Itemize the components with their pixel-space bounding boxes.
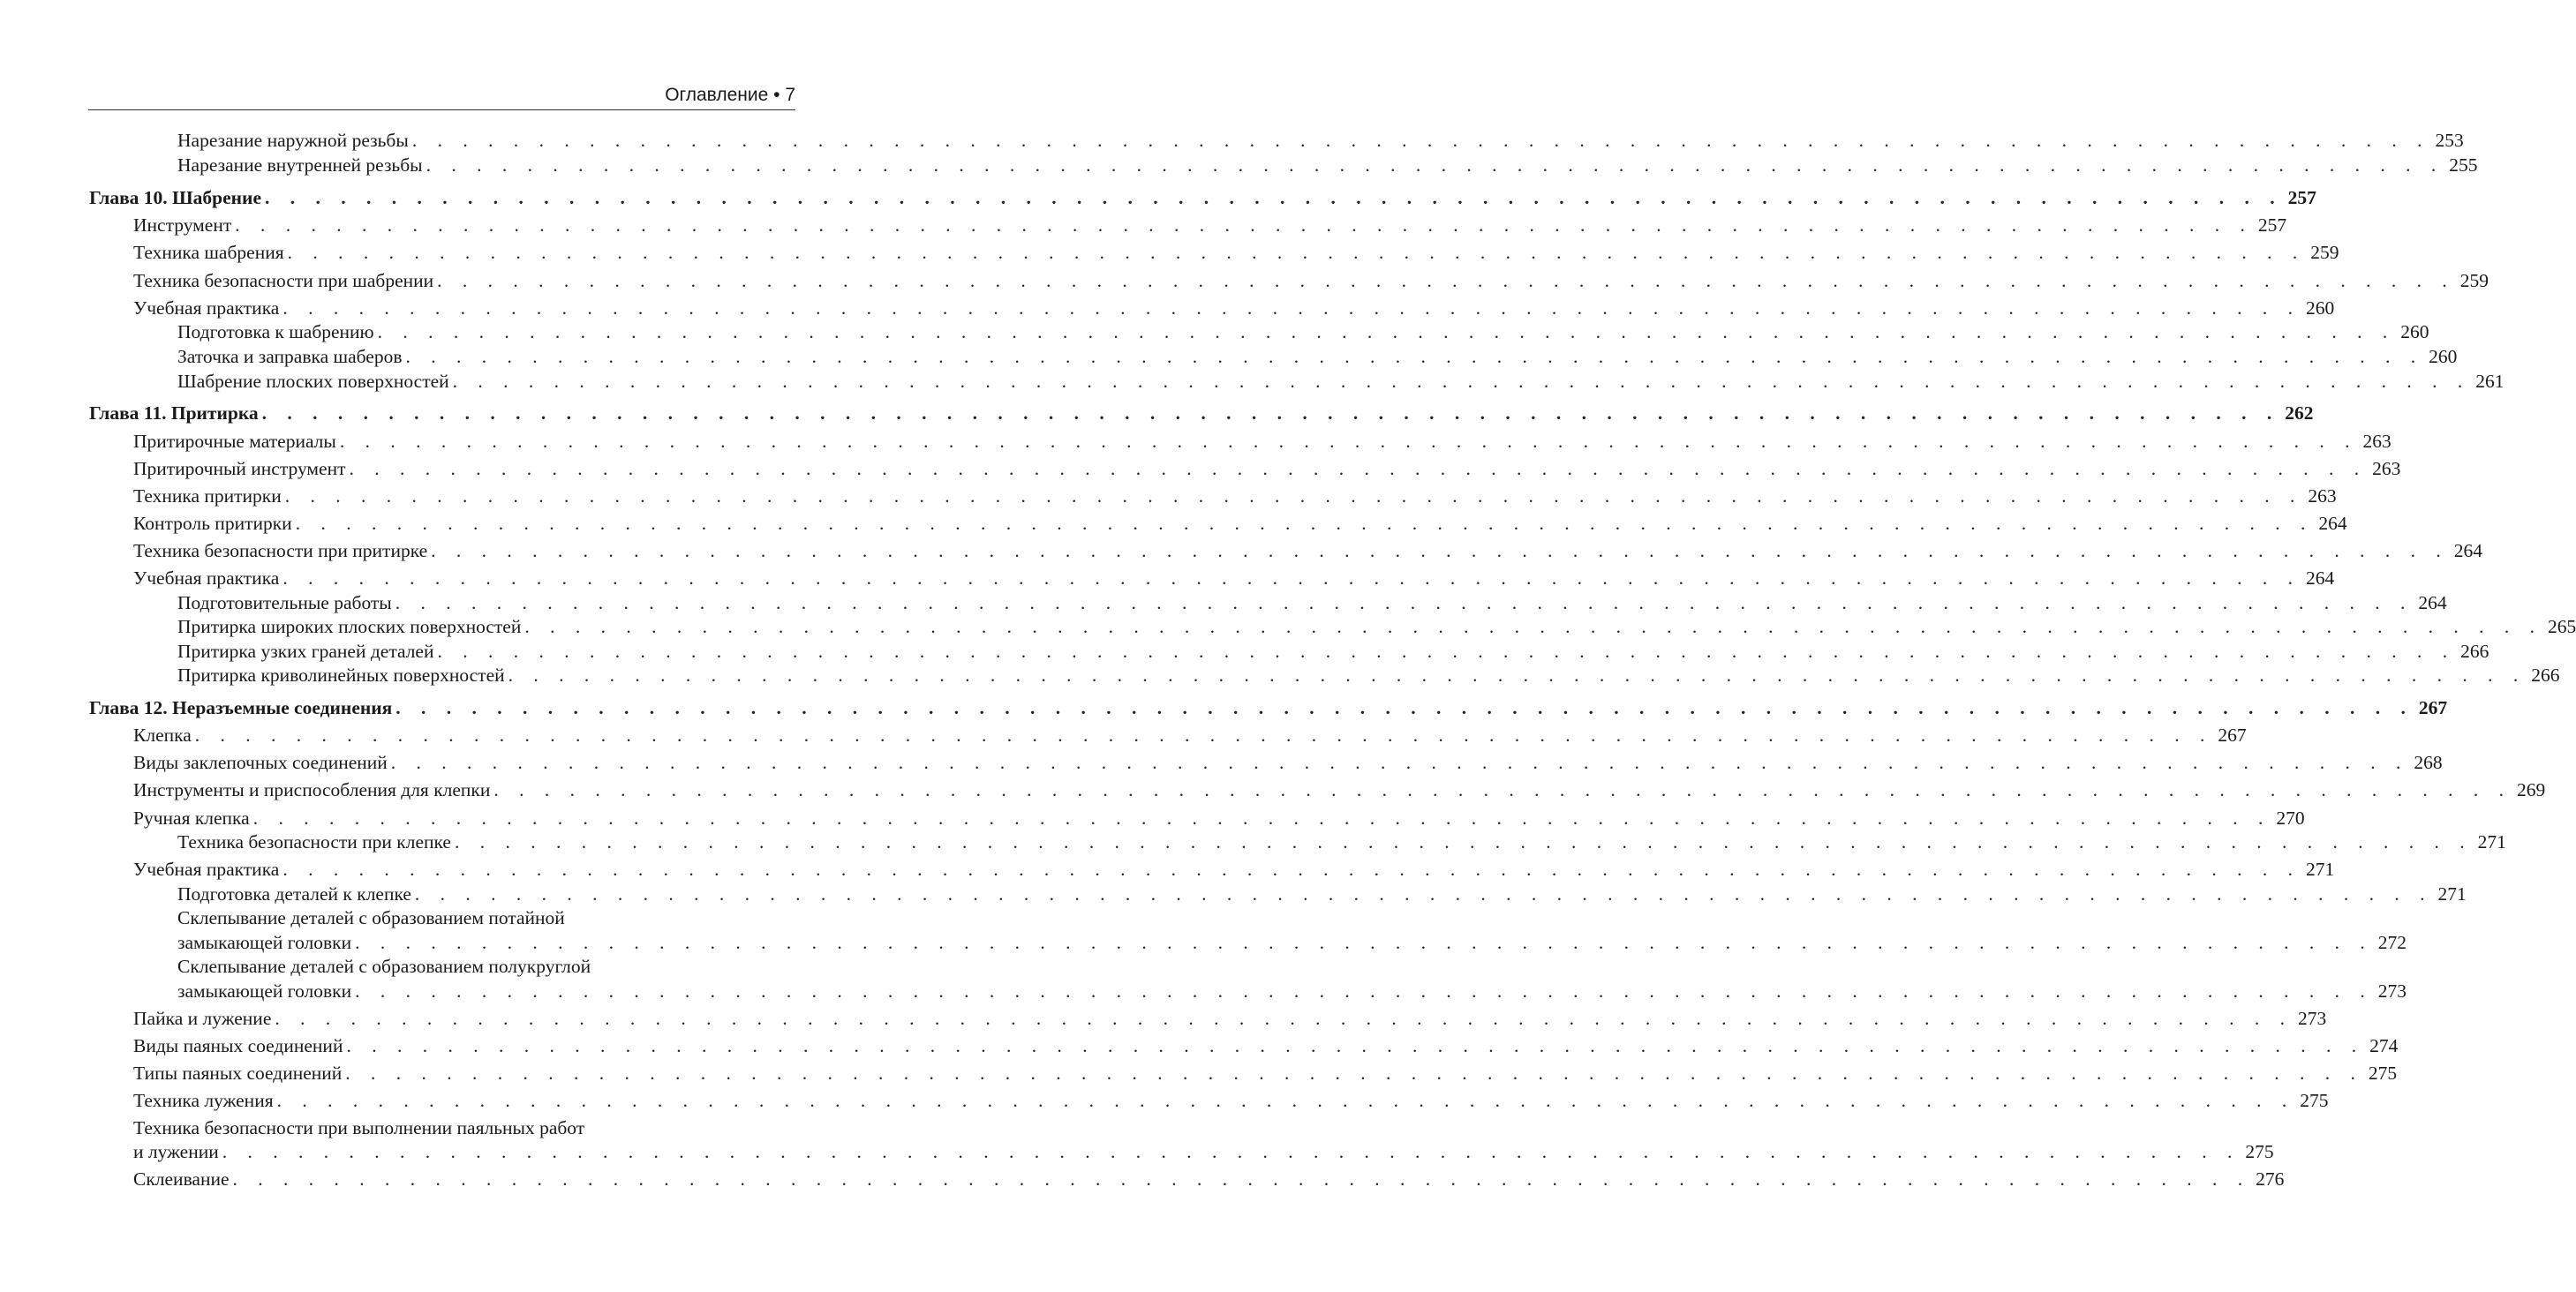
dot-leader: . . . . . . . . . . . . . . . . . . . . . . . . . . . . . . . . . . . . . . . . . . . . . . . . . . . . . . . . . . . . . . . . . . . . . . . . . . . . . . . . — [261, 402, 2280, 424]
toc-page-number: 268 — [2414, 752, 2443, 773]
toc-entry-title: Глава 10. Шабрение — [89, 186, 265, 210]
toc-entry-title: Виды паяных соединений — [133, 1034, 346, 1058]
toc-entry-title: Притирка узких граней деталей — [177, 640, 437, 664]
toc-entry-title: Учебная практика — [133, 858, 282, 882]
dot-leader: . . . . . . . . . . . . . . . . . . . . . . . . . . . . . . . . . . . . . . . . . . . . . . . . . . . . . . . . . . . . . . . . . . . . . . . . . . . . . . . . — [345, 1063, 2363, 1084]
toc-entry-title: Клепка — [133, 724, 195, 747]
dot-leader: . . . . . . . . . . . . . . . . . . . . . . . . . . . . . . . . . . . . . . . . . . . . . . . . . . . . . . . . . . . . . . . . . . . . . . . . . . . . . . . . — [355, 980, 2373, 1002]
toc-page-number: 262 — [2285, 402, 2314, 424]
toc-entry-title: Глава 12. Неразъемные соединения — [89, 696, 395, 720]
dot-leader: . . . . . . . . . . . . . . . . . . . . . . . . . . . . . . . . . . . . . . . . . . . . . . . . . . . . . . . . . . . . . . . . . . . . . . . . . . . . . . . . — [452, 371, 2471, 392]
toc-entry-title: Инструмент — [133, 214, 235, 237]
toc-entry-title: Пайка и лужение — [133, 1007, 275, 1031]
dot-leader: . . . . . . . . . . . . . . . . . . . . . . . . . . . . . . . . . . . . . . . . . . . . . . . . . . . . . . . . . . . . . . . . . . . . . . . . . . . . . . . . — [411, 130, 2430, 151]
dot-leader: . . . . . . . . . . . . . . . . . . . . . . . . . . . . . . . . . . . . . . . . . . . . . . . . . . . . . . . . . . . . . . . . . . . . . . . . . . . . . . . . — [493, 779, 2512, 800]
toc-page-number: 266 — [2531, 665, 2560, 686]
dot-leader: . . . . . . . . . . . . . . . . . . . . . . . . . . . . . . . . . . . . . . . . . . . . . . . . . . . . . . . . . . . . . . . . . . . . . . . . . . . . . . . . — [437, 641, 2456, 662]
toc-entry-title: Техника безопасности при клепке — [177, 830, 455, 854]
dot-leader: . . . . . . . . . . . . . . . . . . . . . . . . . . . . . . . . . . . . . . . . . . . . . . . . . . . . . . . . . . . . . . . . . . . . . . . . . . . . . . . . — [390, 752, 2409, 773]
toc-page-number: 263 — [2372, 458, 2401, 479]
dot-leader: . . . . . . . . . . . . . . . . . . . . . . . . . . . . . . . . . . . . . . . . . . . . . . . . . . . . . . . . . . . . . . . . . . . . . . . . . . . . . . . . — [355, 932, 2373, 953]
toc-page-number: 253 — [2435, 130, 2464, 151]
toc-page-number: 263 — [2362, 431, 2391, 452]
dot-leader: . . . . . . . . . . . . . . . . . . . . . . . . . . . . . . . . . . . . . . . . . . . . . . . . . . . . . . . . . . . . . . . . . . . . . . . . . . . . . . . . — [414, 883, 2433, 905]
toc-entry-title: Техника шабрения — [133, 241, 288, 265]
dot-leader: . . . . . . . . . . . . . . . . . . . . . . . . . . . . . . . . . . . . . . . . . . . . . . . . . . . . . . . . . . . . . . . . . . . . . . . . . . . . . . . . — [276, 1090, 2295, 1111]
toc-page-number: 270 — [2276, 808, 2305, 829]
dot-leader: . . . . . . . . . . . . . . . . . . . . . . . . . . . . . . . . . . . . . . . . . . . . . . . . . . . . . . . . . . . . . . . . . . . . . . . . . . . . . . . . — [377, 321, 2396, 342]
toc-page-number: 264 — [2418, 592, 2447, 613]
dot-leader: . . . . . . . . . . . . . . . . . . . . . . . . . . . . . . . . . . . . . . . . . . . . . . . . . . . . . . . . . . . . . . . . . . . . . . . . . . . . . . . . — [339, 431, 2358, 452]
toc-entry-title: Подготовка к шабрению — [177, 320, 378, 344]
running-head: Оглавление • 7 — [88, 83, 795, 110]
toc-page-number: 255 — [2449, 154, 2478, 176]
toc-page-number: 275 — [2300, 1090, 2329, 1111]
toc-entry-title: Склепывание деталей с образованием потайной — [177, 907, 565, 928]
toc-entry-title: Притирка криволинейных поверхностей — [177, 664, 508, 687]
toc-entry-title: Инструменты и приспособления для клепки — [133, 778, 493, 802]
toc-page-number: 266 — [2460, 641, 2489, 662]
toc-page-number: 273 — [2377, 980, 2407, 1002]
dot-leader: . . . . . . . . . . . . . . . . . . . . . . . . . . . . . . . . . . . . . . . . . . . . . . . . . . . . . . . . . . . . . . . . . . . . . . . . . . . . . . . . — [252, 808, 2271, 829]
toc-page-number: 259 — [2459, 270, 2489, 291]
toc-entry-title: и лужении — [133, 1140, 222, 1164]
toc-entry-title: Подготовительные работы — [177, 591, 395, 615]
dot-leader: . . . . . . . . . . . . . . . . . . . . . . . . . . . . . . . . . . . . . . . . . . . . . . . . . . . . . . . . . . . . . . . . . . . . . . . . . . . . . . . . — [194, 725, 2213, 746]
toc-page-number: 260 — [2400, 321, 2429, 342]
toc-page-number: 275 — [2368, 1063, 2398, 1084]
dot-leader: . . . . . . . . . . . . . . . . . . . . . . . . . . . . . . . . . . . . . . . . . . . . . . . . . . . . . . . . . . . . . . . . . . . . . . . . . . . . . . . . — [508, 665, 2527, 686]
dot-leader: . . . . . . . . . . . . . . . . . . . . . . . . . . . . . . . . . . . . . . . . . . . . . . . . . . . . . . . . . . . . . . . . . . . . . . . . . . . . . . . . — [437, 270, 2455, 291]
toc-page-number: 271 — [2437, 883, 2467, 905]
toc-page-number: 260 — [2429, 346, 2458, 367]
dot-leader: . . . . . . . . . . . . . . . . . . . . . . . . . . . . . . . . . . . . . . . . . . . . . . . . . . . . . . . . . . . . . . . . . . . . . . . . . . . . . . . . — [426, 154, 2444, 176]
dot-leader: . . . . . . . . . . . . . . . . . . . . . . . . . . . . . . . . . . . . . . . . . . . . . . . . . . . . . . . . . . . . . . . . . . . . . . . . . . . . . . . . — [287, 242, 2306, 263]
toc-page-number: 267 — [2418, 697, 2448, 718]
toc-entry-title: Типы паяных соединений — [133, 1062, 345, 1085]
toc-page-number: 257 — [2287, 187, 2316, 208]
dot-leader: . . . . . . . . . . . . . . . . . . . . . . . . . . . . . . . . . . . . . . . . . . . . . . . . . . . . . . . . . . . . . . . . . . . . . . . . . . . . . . . . — [431, 540, 2449, 561]
dot-leader: . . . . . . . . . . . . . . . . . . . . . . . . . . . . . . . . . . . . . . . . . . . . . . . . . . . . . . . . . . . . . . . . . . . . . . . . . . . . . . . . — [346, 1035, 2365, 1056]
toc-page-number: 264 — [2305, 567, 2335, 589]
toc-page-number: 271 — [2305, 859, 2335, 880]
toc-entry-title: замыкающей головки — [177, 980, 355, 1003]
toc-entry-title: Техника безопасности при шабрении — [133, 269, 437, 293]
toc-page-number: 265 — [2547, 616, 2576, 637]
toc-page-number: 276 — [2256, 1168, 2285, 1190]
toc-entry-title: Шабрение плоских поверхностей — [177, 370, 453, 394]
toc-entry-title: Техника безопасности при выполнении паяльных работ — [133, 1117, 585, 1138]
toc-entry-title: Техника лужения — [133, 1089, 277, 1113]
toc-page-number: 271 — [2477, 831, 2506, 853]
toc-entry-title: Учебная практика — [133, 567, 282, 590]
dot-leader: . . . . . . . . . . . . . . . . . . . . . . . . . . . . . . . . . . . . . . . . . . . . . . . . . . . . . . . . . . . . . . . . . . . . . . . . . . . . . . . . — [284, 485, 2303, 507]
dot-leader: . . . . . . . . . . . . . . . . . . . . . . . . . . . . . . . . . . . . . . . . . . . . . . . . . . . . . . . . . . . . . . . . . . . . . . . . . . . . . . . . — [275, 1008, 2293, 1029]
toc-entry-title: Техника безопасности при притирке — [133, 539, 431, 563]
dot-leader: . . . . . . . . . . . . . . . . . . . . . . . . . . . . . . . . . . . . . . . . . . . . . . . . . . . . . . . . . . . . . . . . . . . . . . . . . . . . . . . . — [349, 458, 2368, 479]
toc-entry-title: Притирочные материалы — [133, 430, 340, 454]
toc-entry-title: Глава 11. Притирка — [89, 402, 262, 425]
toc-entry-title: Ручная клепка — [133, 807, 253, 830]
toc-entry-title: Притирка широких плоских поверхностей — [177, 615, 524, 639]
dot-leader: . . . . . . . . . . . . . . . . . . . . . . . . . . . . . . . . . . . . . . . . . . . . . . . . . . . . . . . . . . . . . . . . . . . . . . . . . . . . . . . . — [282, 859, 2301, 880]
toc-entry-title: Притирочный инструмент — [133, 457, 349, 481]
toc-entry-title: Нарезание внутренней резьбы — [177, 154, 426, 177]
toc-page-number: 264 — [2453, 540, 2483, 561]
dot-leader: . . . . . . . . . . . . . . . . . . . . . . . . . . . . . . . . . . . . . . . . . . . . . . . . . . . . . . . . . . . . . . . . . . . . . . . . . . . . . . . . — [232, 1168, 2251, 1190]
toc-page-number: 261 — [2475, 371, 2504, 392]
dot-leader: . . . . . . . . . . . . . . . . . . . . . . . . . . . . . . . . . . . . . . . . . . . . . . . . . . . . . . . . . . . . . . . . . . . . . . . . . . . . . . . . — [222, 1141, 2241, 1162]
dot-leader: . . . . . . . . . . . . . . . . . . . . . . . . . . . . . . . . . . . . . . . . . . . . . . . . . . . . . . . . . . . . . . . . . . . . . . . . . . . . . . . . — [524, 616, 2542, 637]
toc-page-number: 267 — [2218, 725, 2247, 746]
dot-leader: . . . . . . . . . . . . . . . . . . . . . . . . . . . . . . . . . . . . . . . . . . . . . . . . . . . . . . . . . . . . . . . . . . . . . . . . . . . . . . . . — [405, 346, 2424, 367]
dot-leader: . . . . . . . . . . . . . . . . . . . . . . . . . . . . . . . . . . . . . . . . . . . . . . . . . . . . . . . . . . . . . . . . . . . . . . . . . . . . . . . . — [395, 697, 2414, 718]
toc-page-number: 273 — [2297, 1008, 2327, 1029]
toc-entry-title: замыкающей головки — [177, 931, 355, 955]
dot-leader: . . . . . . . . . . . . . . . . . . . . . . . . . . . . . . . . . . . . . . . . . . . . . . . . . . . . . . . . . . . . . . . . . . . . . . . . . . . . . . . . — [282, 567, 2301, 589]
toc-entry-title: Техника притирки — [133, 484, 285, 508]
toc-entry-title: Учебная практика — [133, 297, 282, 320]
dot-leader: . . . . . . . . . . . . . . . . . . . . . . . . . . . . . . . . . . . . . . . . . . . . . . . . . . . . . . . . . . . . . . . . . . . . . . . . . . . . . . . . — [295, 513, 2314, 534]
dot-leader: . . . . . . . . . . . . . . . . . . . . . . . . . . . . . . . . . . . . . . . . . . . . . . . . . . . . . . . . . . . . . . . . . . . . . . . . . . . . . . . . — [235, 214, 2253, 236]
toc-entry-title: Склеивание — [133, 1168, 233, 1191]
toc-page-number: 260 — [2305, 297, 2335, 319]
dot-leader: . . . . . . . . . . . . . . . . . . . . . . . . . . . . . . . . . . . . . . . . . . . . . . . . . . . . . . . . . . . . . . . . . . . . . . . . . . . . . . . . — [395, 592, 2414, 613]
toc-entry-title: Склепывание деталей с образованием полукруглой — [177, 956, 591, 977]
toc-page-number: 257 — [2257, 214, 2287, 236]
toc-entry-title: Контроль притирки — [133, 512, 296, 536]
toc-entry-title: Нарезание наружной резьбы — [177, 129, 412, 153]
toc-page-number: 275 — [2245, 1141, 2274, 1162]
toc-entry-title: Подготовка деталей к клепке — [177, 883, 415, 906]
toc-page-number: 263 — [2308, 485, 2337, 507]
toc-entry-title: Заточка и заправка шаберов — [177, 345, 405, 369]
dot-leader: . . . . . . . . . . . . . . . . . . . . . . . . . . . . . . . . . . . . . . . . . . . . . . . . . . . . . . . . . . . . . . . . . . . . . . . . . . . . . . . . — [454, 831, 2473, 853]
dot-leader: . . . . . . . . . . . . . . . . . . . . . . . . . . . . . . . . . . . . . . . . . . . . . . . . . . . . . . . . . . . . . . . . . . . . . . . . . . . . . . . . — [282, 297, 2301, 319]
toc-page-number: 269 — [2517, 779, 2546, 800]
toc-page-number: 264 — [2318, 513, 2347, 534]
toc-entry-title: Виды заклепочных соединений — [133, 751, 391, 775]
dot-leader: . . . . . . . . . . . . . . . . . . . . . . . . . . . . . . . . . . . . . . . . . . . . . . . . . . . . . . . . . . . . . . . . . . . . . . . . . . . . . . . . — [264, 187, 2283, 208]
toc-page-number: 259 — [2310, 242, 2339, 263]
toc-page-number: 272 — [2377, 932, 2407, 953]
toc-page-number: 274 — [2369, 1035, 2399, 1056]
